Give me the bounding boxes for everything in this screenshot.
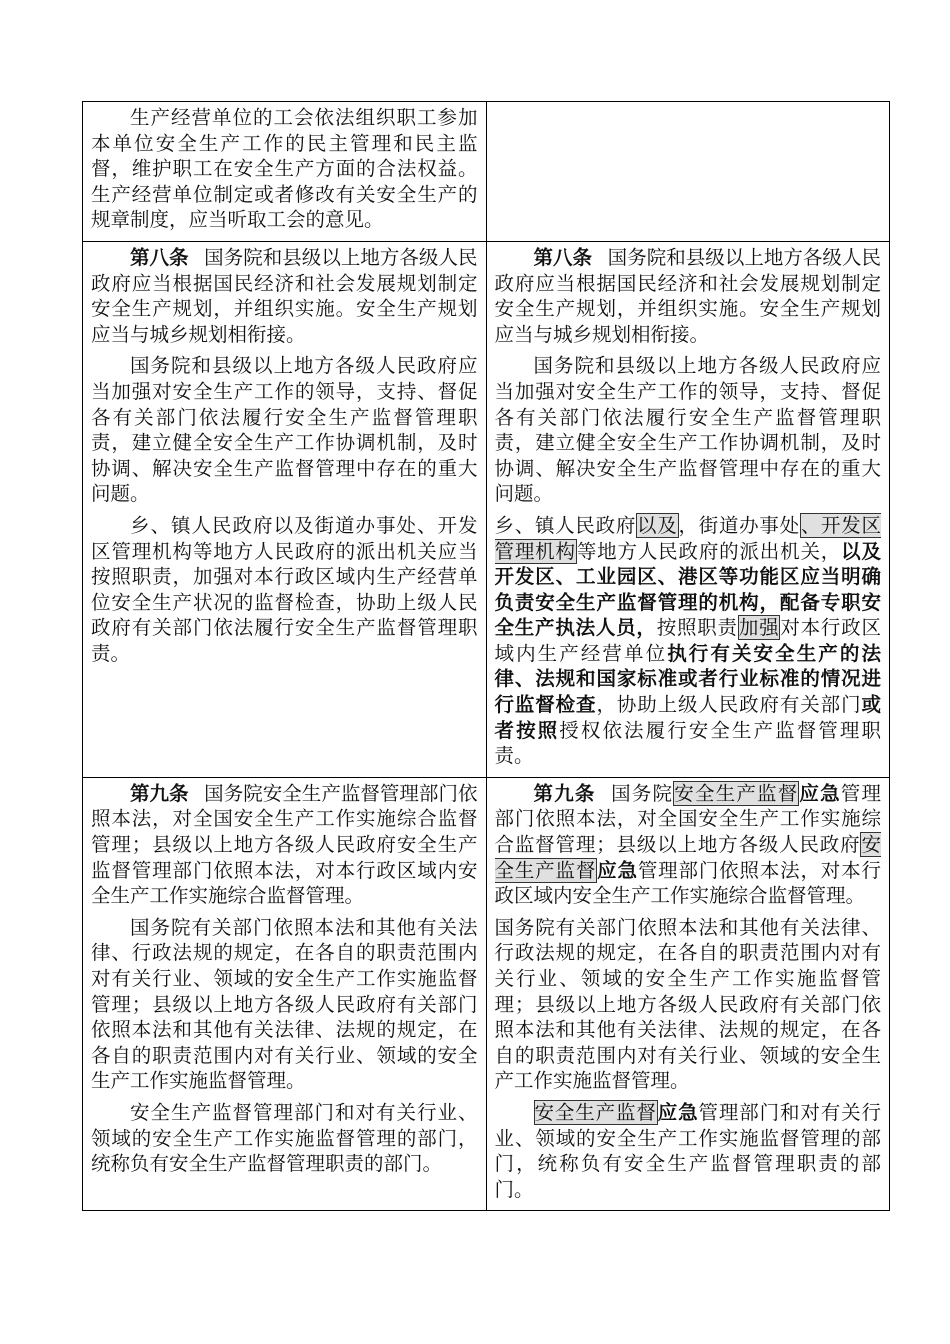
deleted-text: 安全生产监督 (674, 781, 799, 805)
added-text: 应急 (657, 1100, 699, 1124)
table-row (83, 102, 890, 242)
new-text-cell (486, 241, 890, 777)
old-text-cell (83, 241, 487, 777)
added-text: 执行有关安全生产的法律、法规和国家标准或者行业标准的情况进行监督检查 (494, 641, 881, 717)
text-run: ，街道办事处 (678, 513, 800, 537)
added-text: 应急 (799, 781, 841, 805)
text-run: 按照职责 (656, 616, 738, 640)
paragraph (495, 513, 882, 769)
paragraph (495, 353, 882, 507)
paragraph (91, 513, 478, 667)
paragraph (91, 105, 478, 233)
text-run: 授权依法履行安全生产监督管理职责。 (494, 718, 881, 768)
text-run: 乡、镇人民政府以及街道办事处、开发区管理机构等地方人民政府的派出机关应当按照职责，加强对本行政区域内生产经营单位安全生产状况的监督检查，协助上级人民政府有关部门依法履行安全生产监督管理职责。 (91, 513, 478, 665)
text-run: 国务院安全生产监督管理部门依照本法，对全国安全生产工作实施综合监督管理；县级以上地方各级人民政府安全生产监督管理部门依照本法，对本行政区域内安全生产工作实施综合监督管理。 (91, 781, 478, 908)
text-run: 管理部门和对有关行业、领域的安全生产工作实施监督管理的部门，统称负有安全生产监督管理职责的部门。 (494, 1100, 881, 1201)
text-run: 乡、镇人民政府 (494, 513, 637, 537)
new-text-cell (486, 102, 890, 242)
paragraph (495, 245, 882, 347)
paragraph (495, 781, 882, 909)
text-run: 国务院和县级以上地方各级人民政府应当加强对安全生产工作的领导，支持、督促各有关部门依法履行安全生产监督管理职责，建立健全安全生产工作协调机制，及时协调、解决安全生产监督管理中存在的重大问题。 (91, 354, 478, 506)
old-text-cell (83, 102, 487, 242)
paragraph (91, 245, 478, 347)
new-text-cell (486, 777, 890, 1211)
text-run: 安全生产监督管理部门和对有关行业、领域的安全生产工作实施监督管理的部门，统称负有安全生产监督管理职责的部门。 (91, 1100, 478, 1176)
added-text: 或者按照 (494, 693, 881, 742)
text-run: 等地方人民政府的派出机关， (576, 539, 842, 563)
added-text: 以及开发区、工业园区、港区等功能区应当明确负责安全生产监督管理的机构，配备专职安全生产执法人员， (494, 539, 881, 640)
text-run: 国务院和县级以上地方各级人民政府应当根据国民经济和社会发展规划制定安全生产规划，并组织实施。安全生产规划应当与城乡规划相衔接。 (91, 245, 478, 346)
text-run: 国务院 (611, 781, 674, 805)
table-body (83, 102, 890, 1211)
article-number: 第八条 (130, 245, 189, 269)
law-comparison-table (82, 101, 890, 1211)
paragraph (91, 915, 478, 1094)
table-row (83, 241, 890, 777)
paragraph (91, 353, 478, 507)
deleted-text: 安全生产监督 (534, 1100, 657, 1124)
text-run: 国务院和县级以上地方各级人民政府应当根据国民经济和社会发展规划制定安全生产规划，并组织实施。安全生产规划应当与城乡规划相衔接。 (494, 245, 881, 346)
deleted-text: 加强 (738, 616, 780, 640)
table-row (83, 777, 890, 1211)
paragraph (495, 1100, 882, 1202)
comparison-table-container (82, 101, 890, 1211)
added-text: 应急 (597, 858, 638, 882)
text-run: 对本行政区域内生产经营单位 (494, 616, 881, 665)
text-run: 管理部门依照本法，对全国安全生产工作实施综合监督管理；县级以上地方各级人民政府 (494, 781, 881, 857)
deleted-text: 、开发区管理机构 (494, 513, 881, 563)
article-number: 第九条 (533, 781, 596, 805)
paragraph (91, 1100, 478, 1177)
text-run: 生产经营单位的工会依法组织职工参加本单位安全生产工作的民主管理和民主监督，维护职工在安全生产方面的合法权益。生产经营单位制定或者修改有关安全生产的规章制度，应当听取工会的意见。 (91, 106, 478, 232)
article-number: 第八条 (533, 245, 593, 269)
deleted-text: 安全生产监督 (494, 833, 881, 882)
deleted-text: 以及 (637, 513, 678, 537)
paragraph (495, 915, 882, 1094)
text-run: ，协助上级人民政府有关部门 (596, 693, 862, 717)
text-run: 国务院有关部门依照本法和其他有关法律、行政法规的规定，在各自的职责范围内对有关行业、领域的安全生产工作实施监督管理；县级以上地方各级人民政府有关部门依照本法和其他有关法律、法规的规定，在各自的职责范围内对有关行业、领域的安全生产工作实施监督管理。 (494, 915, 881, 1093)
text-run: 国务院和县级以上地方各级人民政府应当加强对安全生产工作的领导，支持、督促各有关部门依法履行安全生产监督管理职责，建立健全安全生产工作协调机制，及时协调、解决安全生产监督管理中存在的重大问题。 (494, 354, 881, 506)
text-run: 管理部门依照本法，对本行政区域内安全生产工作实施综合监督管理。 (494, 858, 881, 908)
paragraph (91, 781, 478, 909)
article-number: 第九条 (130, 781, 189, 805)
text-run: 国务院有关部门依照本法和其他有关法律、行政法规的规定，在各自的职责范围内对有关行业、领域的安全生产工作实施监督管理；县级以上地方各级人民政府有关部门依照本法和其他有关法律、法规的规定，在各自的职责范围内对有关行业、领域的安全生产工作实施监督管理。 (91, 915, 478, 1093)
old-text-cell (83, 777, 487, 1211)
